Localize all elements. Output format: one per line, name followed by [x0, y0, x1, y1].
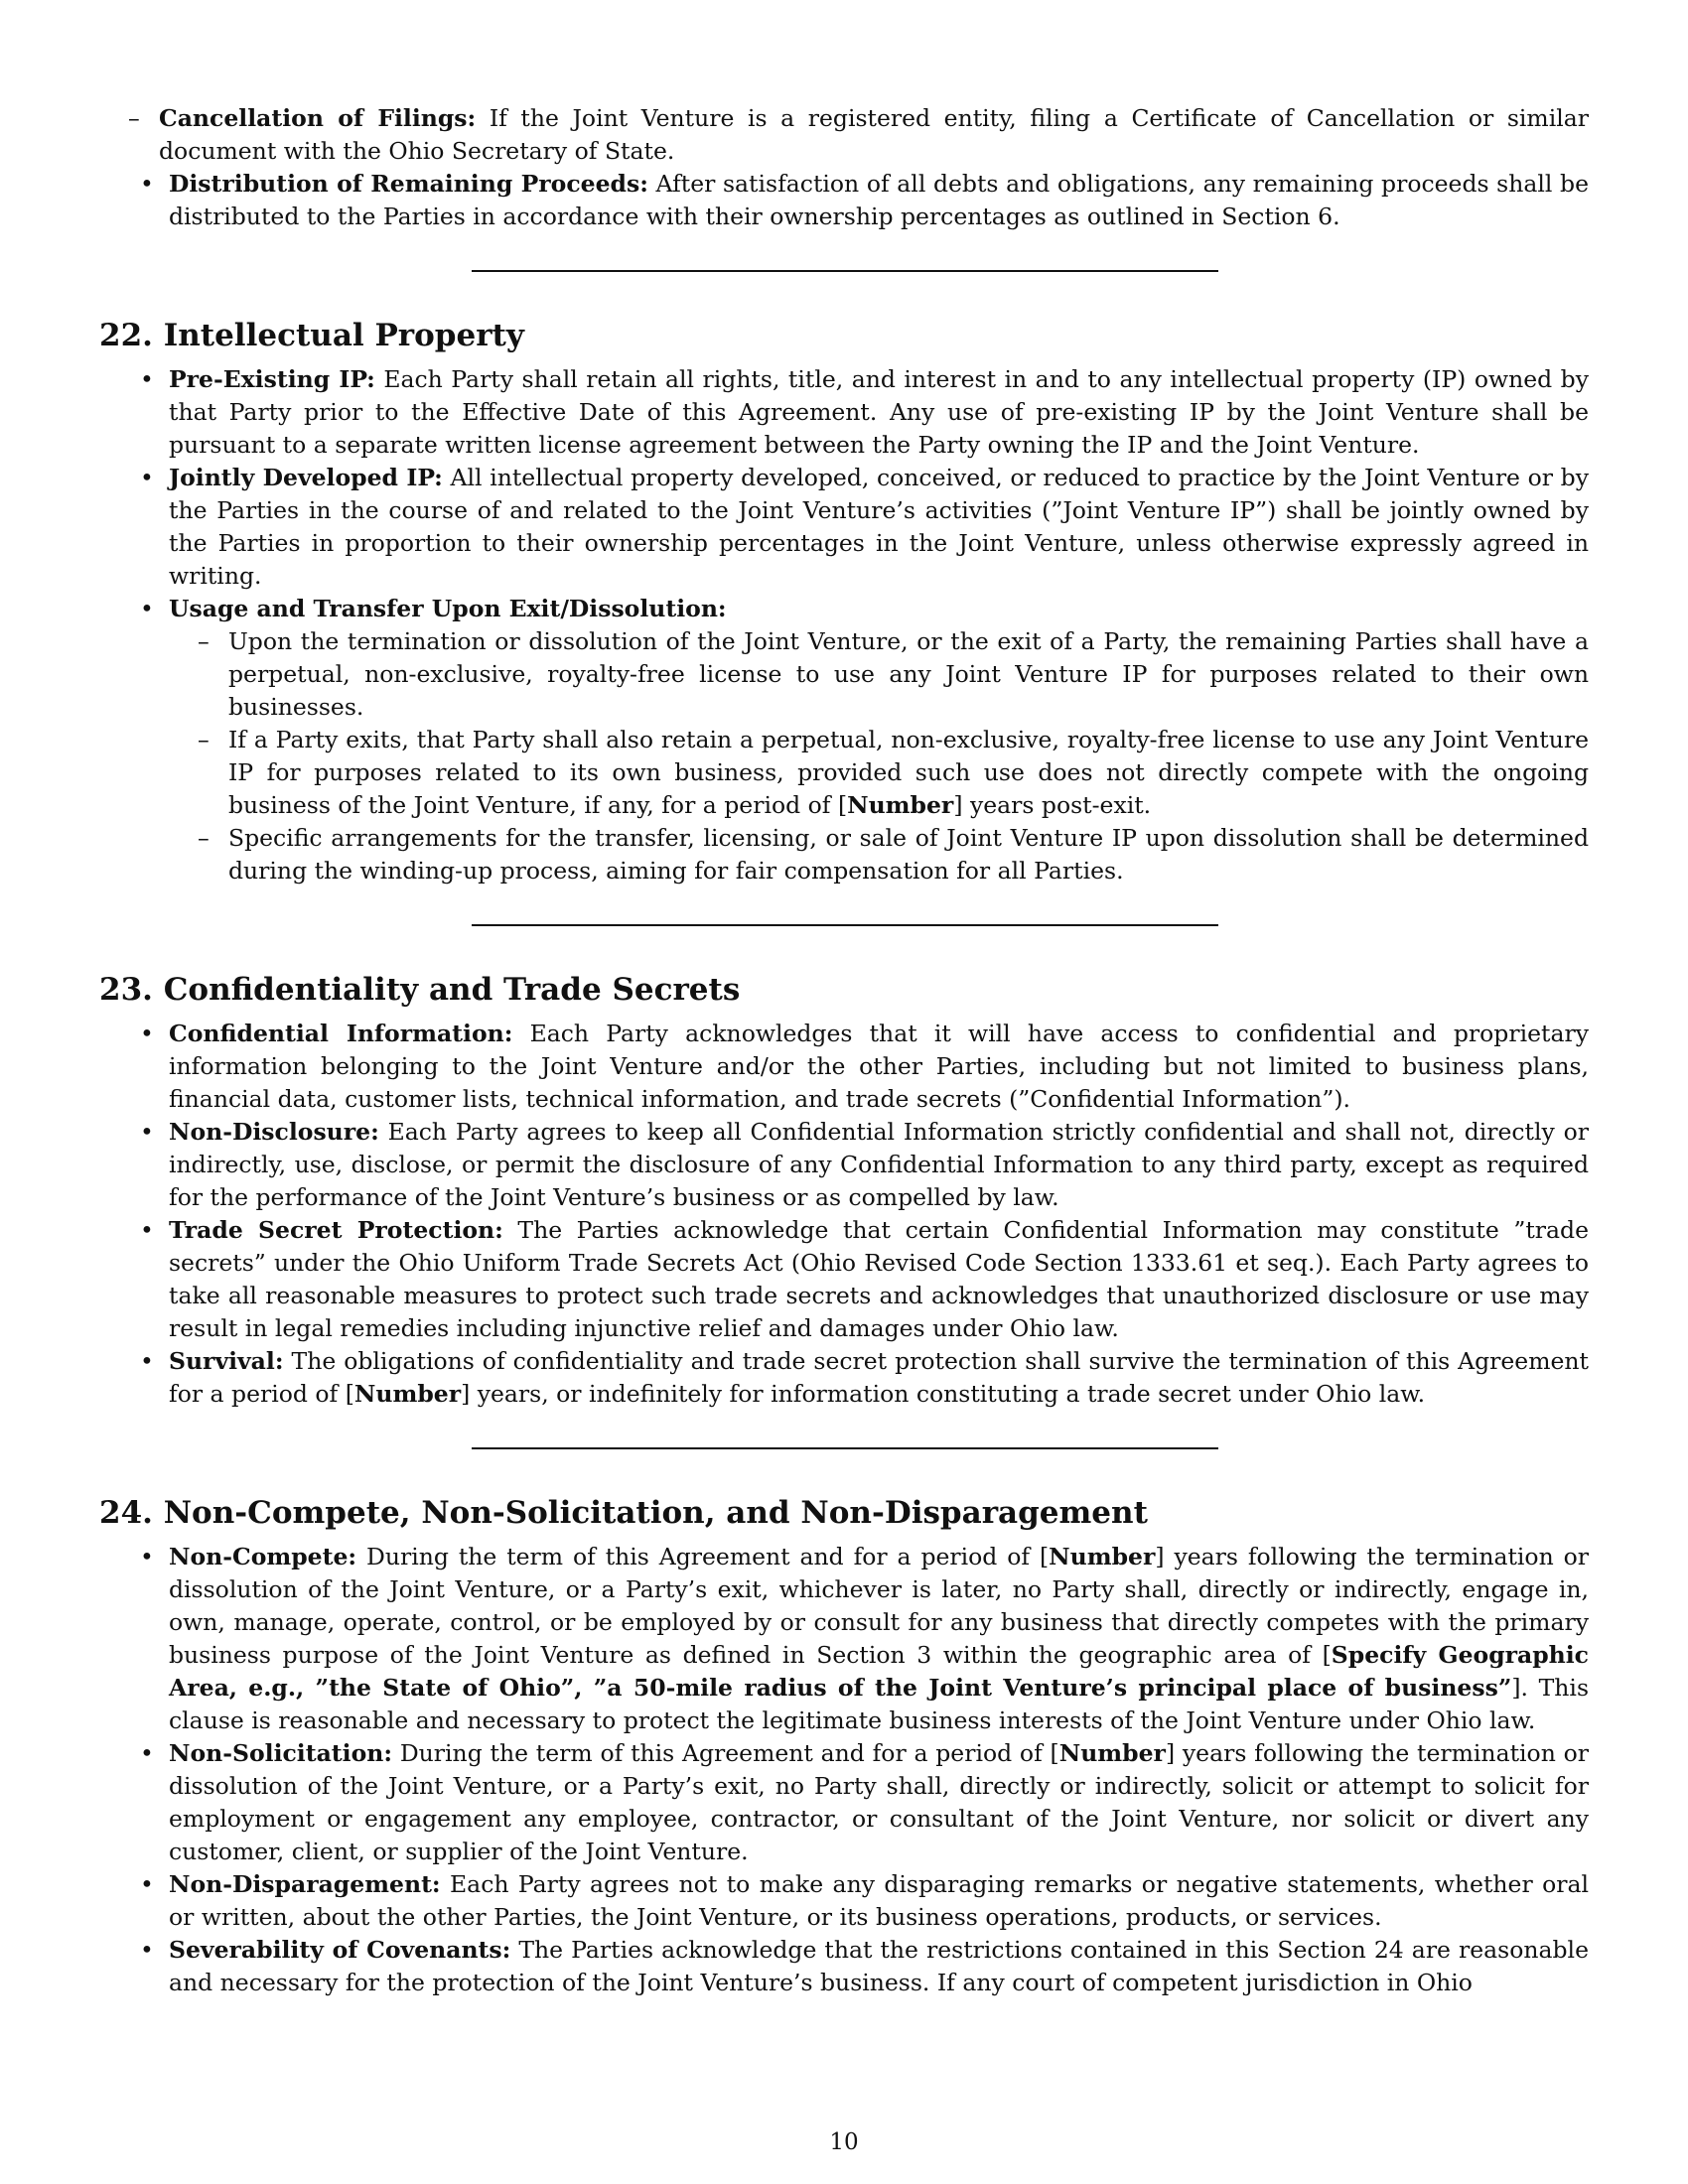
dash-marker: – — [198, 824, 210, 852]
item-label: Pre-Existing IP: — [169, 365, 375, 393]
item-text: If the Joint Venture is a registered entity, filing a Certificate of Cancellation or similar document with the Ohio Secretary of State. — [159, 104, 1589, 165]
list-item — [99, 1541, 1589, 1737]
bullet-marker: • — [140, 1118, 154, 1146]
sub-list — [99, 625, 1589, 887]
list-item — [99, 1214, 1589, 1345]
section-divider — [472, 924, 1218, 926]
placeholder-field: Specify Geographic Area, e.g., ”the State of Ohio”, ”a 50-mile radius of the Joint Venture’s principal place of business” — [169, 1641, 1589, 1702]
item-text: All intellectual property developed, conceived, or reduced to practice by the Joint Venture or by the Parties in the course of and related to the Joint Venture’s activities (”Joint Venture IP”) shall be jointly owned by the Parties in proportion to their ownership percentages in the Joint Venture, unless otherwise expressly agreed in writing. — [169, 464, 1589, 590]
list-item — [99, 363, 1589, 462]
item-text: If a Party exits, that Party shall also retain a perpetual, non-exclusive, royalty-free license to use any Joint Venture IP for purposes related to its own business, provided such use does not directly compete with the ongoing business of the Joint Venture, if any, for a period of [ — [228, 726, 1589, 819]
item-text: ] years post-exit. — [953, 791, 1152, 819]
list-item — [99, 1018, 1589, 1116]
bullet-marker: • — [140, 1216, 154, 1244]
item-label: Non-Disparagement: — [169, 1870, 441, 1898]
list-item — [99, 1868, 1589, 1934]
list-item — [99, 1116, 1589, 1214]
bullet-marker: • — [140, 464, 154, 491]
item-label: Non-Disclosure: — [169, 1118, 379, 1146]
placeholder-field: Number — [353, 1380, 462, 1408]
bullet-marker: • — [140, 170, 154, 198]
dash-marker: – — [128, 104, 140, 132]
item-text: Each Party acknowledges that it will have access to confidential and proprietary information belonging to the Joint Venture and/or the other Parties, including but not limited to business plans, financial data, customer lists, technical information, and trade secrets (”Confidential Information”). — [169, 1020, 1589, 1113]
item-label: Cancellation of Filings: — [159, 104, 477, 132]
item-text: ] years following the termination or dissolution of the Joint Venture, or a Party’s exit, no Party shall, directly or indirectly, solicit or attempt to solicit for employment or engagement any employee, contractor, or consultant of the Joint Venture, nor solicit or divert any customer, client, or supplier of the Joint Venture. — [169, 1739, 1589, 1865]
section-divider — [472, 270, 1218, 272]
section-22-list — [99, 363, 1589, 887]
continuation-list — [99, 168, 1589, 233]
item-text: Each Party agrees not to make any disparaging remarks or negative statements, whether oral or written, about the other Parties, the Joint Venture, or its business operations, products, or services. — [169, 1870, 1589, 1931]
item-label: Survival: — [169, 1347, 284, 1375]
item-text: After satisfaction of all debts and obligations, any remaining proceeds shall be distributed to the Parties in accordance with their ownership percentages as outlined in Section 6. — [169, 170, 1589, 230]
section-23-list — [99, 1018, 1589, 1411]
list-item — [99, 1737, 1589, 1868]
item-text: Each Party shall retain all rights, title, and interest in and to any intellectual property (IP) owned by that Party prior to the Effective Date of this Agreement. Any use of pre-existing IP by the Joint Venture shall be pursuant to a separate written license agreement between the Party owning the IP and the Joint Venture. — [169, 365, 1589, 459]
item-text: Each Party agrees to keep all Confidential Information strictly confidential and shall not, directly or indirectly, use, disclose, or permit the disclosure of any Confidential Information to any third party, except as required for the performance of the Joint Venture’s business or as compelled by law. — [169, 1118, 1589, 1211]
item-label: Usage and Transfer Upon Exit/Dissolution: — [169, 595, 727, 622]
list-item — [99, 1934, 1589, 1999]
dash-marker: – — [198, 726, 210, 753]
sub-list-item — [169, 625, 1589, 724]
bullet-marker: • — [140, 1739, 154, 1767]
list-item — [99, 462, 1589, 593]
item-label: Distribution of Remaining Proceeds: — [169, 170, 648, 198]
list-item — [99, 168, 1589, 233]
item-text: ]. This clause is reasonable and necessary to protect the legitimate business interests of the Joint Venture under Ohio law. — [169, 1674, 1590, 1734]
item-label: Trade Secret Protection: — [169, 1216, 503, 1244]
placeholder-field: Number — [847, 791, 954, 819]
item-text: The obligations of confidentiality and trade secret protection shall survive the termination of this Agreement for a period of [ — [169, 1347, 1589, 1408]
bullet-marker: • — [140, 1347, 154, 1375]
section-24-list — [99, 1541, 1589, 1999]
sub-list-item — [99, 102, 1589, 168]
item-text: Upon the termination or dissolution of the Joint Venture, or the exit of a Party, the remaining Parties shall have a perpetual, non-exclusive, royalty-free license to use any Joint Venture IP for purposes related to their own businesses. — [228, 627, 1589, 721]
bullet-marker: • — [140, 365, 154, 393]
placeholder-field: Number — [1049, 1543, 1156, 1570]
sub-list-item — [169, 822, 1589, 887]
section-heading-24: 24. Non-Compete, Non-Solicitation, and Non-Disparagement — [99, 1495, 1148, 1531]
item-label: Severability of Covenants: — [169, 1936, 511, 1964]
item-label: Jointly Developed IP: — [169, 464, 443, 491]
item-label: Confidential Information: — [169, 1020, 513, 1047]
item-label: Non-Compete: — [169, 1543, 357, 1570]
item-text: Specific arrangements for the transfer, licensing, or sale of Joint Venture IP upon dissolution shall be determined during the winding-up process, aiming for fair compensation for all Parties. — [228, 824, 1589, 885]
section-divider — [472, 1447, 1218, 1449]
continuation-sub-list — [99, 102, 1589, 168]
item-text: The Parties acknowledge that the restrictions contained in this Section 24 are reasonable and necessary for the protection of the Joint Venture’s business. If any court of competent jurisdiction in Ohio — [169, 1936, 1589, 1996]
item-label: Non-Solicitation: — [169, 1739, 393, 1767]
item-text: The Parties acknowledge that certain Confidential Information may constitute ”trade secrets” under the Ohio Uniform Trade Secrets Act (Ohio Revised Code Section 1333.61 et seq.). Each Party agrees to take all reasonable measures to protect such trade secrets and acknowledges that unauthorized disclosure or use may result in legal remedies including injunctive relief and damages under Ohio law. — [169, 1216, 1589, 1342]
placeholder-field: Number — [1058, 1739, 1166, 1767]
list-item — [99, 1345, 1589, 1411]
item-text: ] years following the termination or dissolution of the Joint Venture, or a Party’s exit, whichever is later, no Party shall, directly or indirectly, engage in, own, manage, operate, control, or be employed by or consult for any business that directly competes with the primary business purpose of the Joint Venture as defined in Section 3 within the geographic area of [ — [169, 1543, 1589, 1669]
bullet-marker: • — [140, 1543, 154, 1570]
bullet-marker: • — [140, 595, 154, 622]
bullet-marker: • — [140, 1020, 154, 1047]
item-text: During the term of this Agreement and for a period of [ — [366, 1543, 1050, 1570]
bullet-marker: • — [140, 1870, 154, 1898]
section-heading-23: 23. Confidentiality and Trade Secrets — [99, 972, 741, 1008]
item-text: During the term of this Agreement and for a period of [ — [399, 1739, 1059, 1767]
list-item — [99, 593, 1589, 887]
section-heading-22: 22. Intellectual Property — [99, 318, 524, 353]
item-text: ] years, or indefinitely for information constituting a trade secret under Ohio law. — [461, 1380, 1426, 1408]
dash-marker: – — [198, 627, 210, 655]
sub-list-item — [169, 724, 1589, 822]
bullet-marker: • — [140, 1936, 154, 1964]
document-page — [99, 99, 1589, 2144]
page-number: 10 — [829, 2129, 859, 2155]
